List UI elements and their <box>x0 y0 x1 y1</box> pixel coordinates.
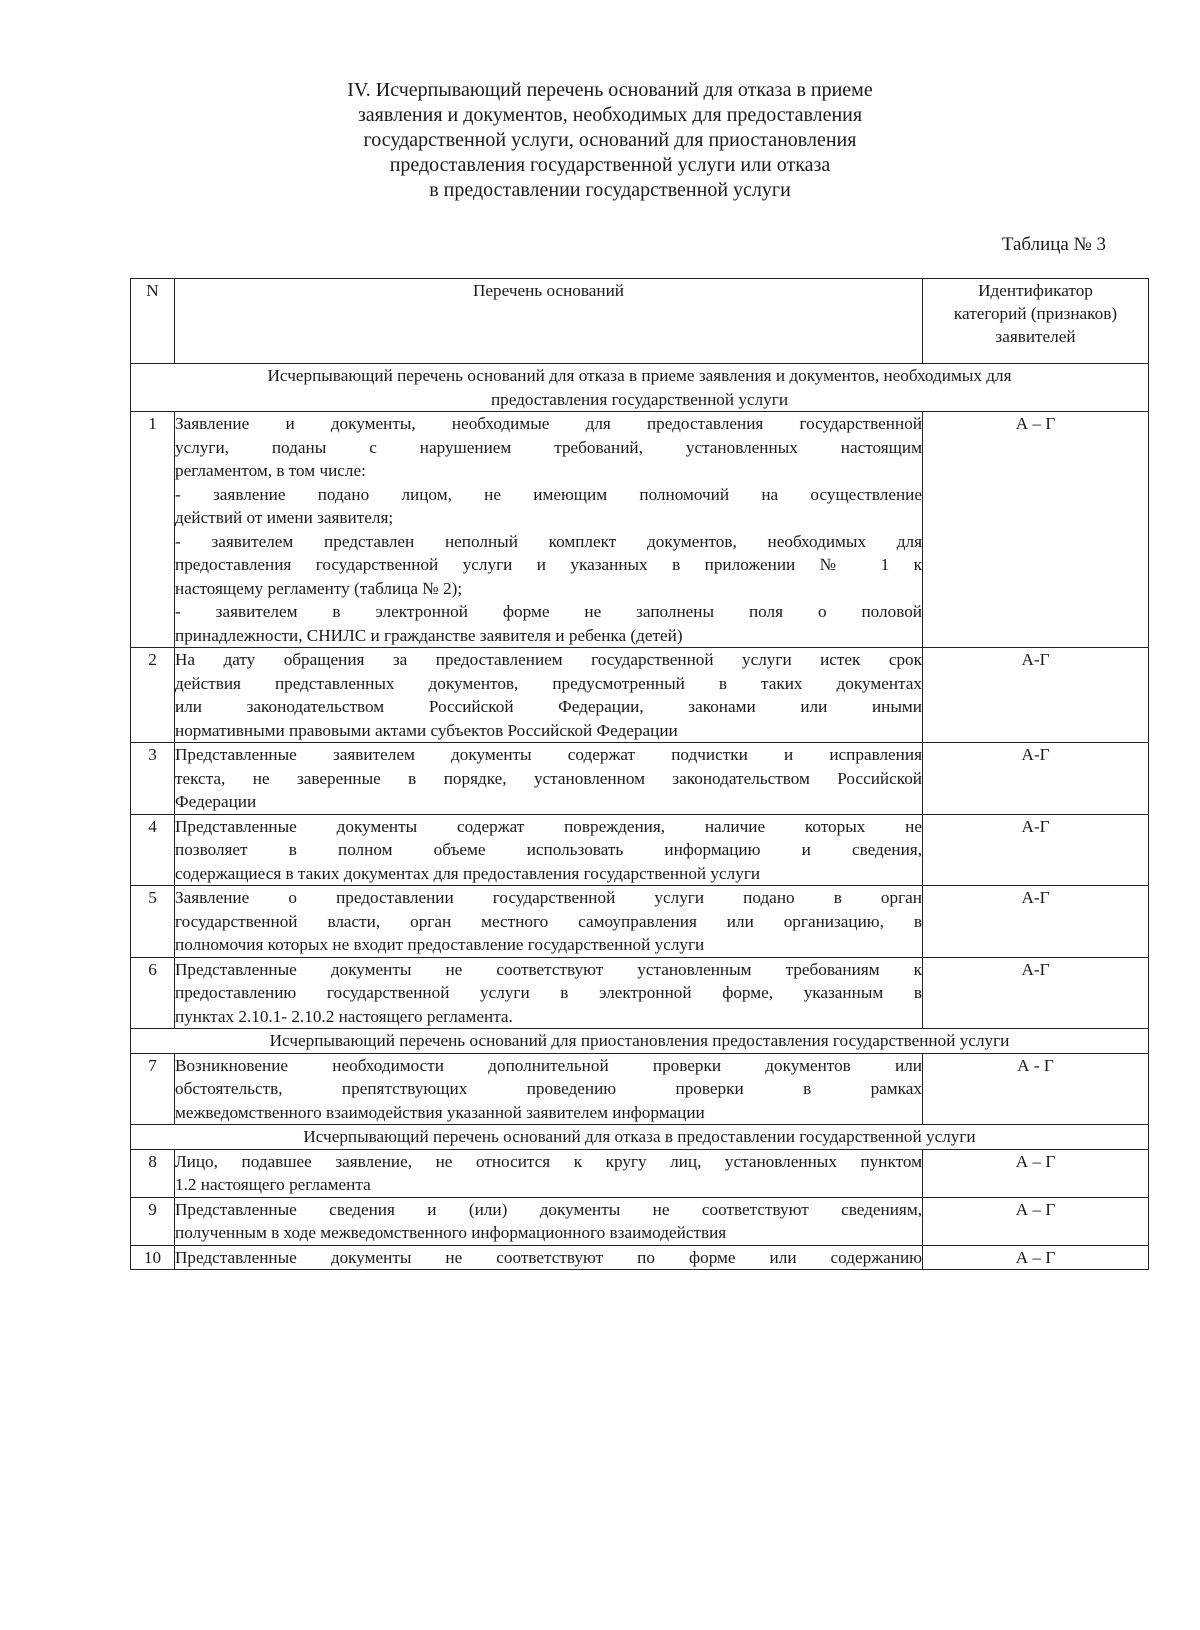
ground-text-line: Представленные сведения и (или) документы не соответствуют сведениям, <box>175 1199 922 1219</box>
heading-line: государственной услуги, оснований для приостановления <box>363 129 857 151</box>
row-category: А-Г <box>923 814 1149 886</box>
row-ground-text <box>175 743 923 815</box>
ground-text-line: - заявителем представлен неполный комплект документов, необходимых для <box>175 531 922 551</box>
ground-text-line: пунктах 2.10.1- 2.10.2 настоящего регламента. <box>175 1006 513 1026</box>
section-row <box>131 1029 1149 1054</box>
header-grounds-list: Перечень оснований <box>175 279 923 364</box>
ground-text-line: полученным в ходе межведомственного информационного взаимодействия <box>175 1223 727 1242</box>
table-header-row <box>131 279 1149 364</box>
section-title <box>131 1125 1149 1150</box>
section-title-line: Исчерпывающий перечень оснований для отказа в приеме заявления и документов, необходимых для <box>267 366 1012 385</box>
ground-text-line: полномочия которых не входит предоставление государственной услуги <box>175 935 705 954</box>
section-row <box>131 1125 1149 1150</box>
table-row <box>131 814 1149 886</box>
header-id-line: Идентификатор <box>978 281 1093 300</box>
row-category: А – Г <box>923 1245 1149 1270</box>
section-title-line: Исчерпывающий перечень оснований для отказа в предоставлении государственной услуги <box>303 1127 976 1146</box>
row-number: 2 <box>131 648 175 743</box>
row-category: А-Г <box>923 886 1149 958</box>
ground-text-line: услуги, поданы с нарушением требований, установленных настоящим <box>175 437 922 457</box>
row-number: 4 <box>131 814 175 886</box>
table-row <box>131 1149 1149 1197</box>
row-number: 9 <box>131 1197 175 1245</box>
ground-text-line: Представленные заявителем документы содержат подчистки и исправления <box>175 745 922 764</box>
section-title <box>131 364 1149 412</box>
row-category: А-Г <box>923 648 1149 743</box>
row-category: А - Г <box>923 1053 1149 1125</box>
ground-text-line: Представленные документы не соответствуют установленным требованиям к <box>175 959 922 979</box>
ground-text-line: На дату обращения за предоставлением государственной услуги истек срок <box>175 650 922 669</box>
ground-text-line: - заявление подано лицом, не имеющим полномочий на осуществление <box>175 484 922 504</box>
header-category-identifier <box>923 279 1149 364</box>
ground-text-line: или законодательством Российской Федерации, законами или иными <box>175 697 922 716</box>
table-row <box>131 412 1149 648</box>
ground-text-line: позволяет в полном объеме использовать информацию и сведения, <box>175 840 922 859</box>
table-row <box>131 1197 1149 1245</box>
table-row <box>131 743 1149 815</box>
table-row <box>131 648 1149 743</box>
table-row <box>131 957 1149 1029</box>
row-number: 8 <box>131 1149 175 1197</box>
ground-text-line: Представленные документы не соответствуют по форме или содержанию <box>175 1247 922 1267</box>
ground-text-line: текста, не заверенные в порядке, установленном законодательством Российской <box>175 768 922 788</box>
row-number: 6 <box>131 957 175 1029</box>
ground-text-line: регламентом, в том числе: <box>175 461 366 480</box>
section-row <box>131 364 1149 412</box>
ground-text-line: Заявление и документы, необходимые для предоставления государственной <box>175 414 922 433</box>
ground-text-line: Представленные документы содержат повреждения, наличие которых не <box>175 816 922 836</box>
ground-text-line: настоящему регламенту (таблица № 2); <box>175 578 463 598</box>
row-number: 10 <box>131 1245 175 1270</box>
row-ground-text <box>175 1053 923 1125</box>
row-category: А – Г <box>923 412 1149 648</box>
row-ground-text <box>175 1245 923 1270</box>
header-id-line: категорий (признаков) <box>953 304 1118 323</box>
row-category: А-Г <box>923 743 1149 815</box>
header-number: N <box>131 279 175 364</box>
grounds-table <box>130 278 1149 1270</box>
row-category: А-Г <box>923 957 1149 1029</box>
ground-text-line: принадлежности, СНИЛС и гражданстве заявителя и ребенка (детей) <box>175 625 683 645</box>
section-title-line: Исчерпывающий перечень оснований для приостановления предоставления государственной услуги <box>269 1031 1010 1050</box>
ground-text-line: предоставления государственной услуги и указанных в приложении № 1 к <box>175 555 922 574</box>
row-ground-text <box>175 957 923 1029</box>
heading-line: в предоставлении государственной услуги <box>429 179 791 201</box>
header-id-line: заявителей <box>995 327 1076 346</box>
ground-text-line: межведомственного взаимодействия указанной заявителем информации <box>175 1102 705 1122</box>
table-body <box>131 364 1149 1270</box>
row-ground-text <box>175 412 923 648</box>
ground-text-line: 1.2 настоящего регламента <box>175 1175 371 1194</box>
ground-text-line: - заявителем в электронной форме не заполнены поля о половой <box>175 602 922 621</box>
ground-text-line: Федерации <box>175 792 257 811</box>
heading-line: заявления и документов, необходимых для предоставления <box>357 104 863 126</box>
ground-text-line: государственной власти, орган местного самоуправления или организацию, в <box>175 911 922 931</box>
row-number: 7 <box>131 1053 175 1125</box>
row-ground-text <box>175 886 923 958</box>
section-title <box>131 1029 1149 1054</box>
section-title-line: предоставления государственной услуги <box>490 389 789 409</box>
ground-text-line: Возникновение необходимости дополнительной проверки документов или <box>175 1055 922 1075</box>
table-row <box>131 886 1149 958</box>
ground-text-line: действия представленных документов, предусмотренный в таких документах <box>175 673 922 693</box>
table-caption: Таблица № 3 <box>1001 234 1106 255</box>
section-heading <box>200 78 1020 203</box>
row-number: 3 <box>131 743 175 815</box>
ground-text-line: действий от имени заявителя; <box>175 508 394 527</box>
row-ground-text <box>175 1197 923 1245</box>
ground-text-line: предоставлению государственной услуги в электронной форме, указанным в <box>175 983 922 1002</box>
ground-text-line: содержащиеся в таких документах для предоставления государственной услуги <box>175 863 761 883</box>
row-ground-text <box>175 814 923 886</box>
row-number: 5 <box>131 886 175 958</box>
heading-line: IV. Исчерпывающий перечень оснований для отказа в приеме <box>347 79 873 101</box>
ground-text-line: нормативными правовыми актами субъектов Российской Федерации <box>175 720 678 740</box>
ground-text-line: обстоятельств, препятствующих проведению проверки в рамках <box>175 1079 922 1098</box>
row-category: А – Г <box>923 1197 1149 1245</box>
row-ground-text <box>175 1149 923 1197</box>
heading-line: предоставления государственной услуги или отказа <box>389 154 831 176</box>
table-row <box>131 1053 1149 1125</box>
row-ground-text <box>175 648 923 743</box>
row-number: 1 <box>131 412 175 648</box>
row-category: А – Г <box>923 1149 1149 1197</box>
ground-text-line: Лицо, подавшее заявление, не относится к кругу лиц, установленных пунктом <box>175 1151 922 1171</box>
ground-text-line: Заявление о предоставлении государственной услуги подано в орган <box>175 888 922 907</box>
table-row <box>131 1245 1149 1270</box>
